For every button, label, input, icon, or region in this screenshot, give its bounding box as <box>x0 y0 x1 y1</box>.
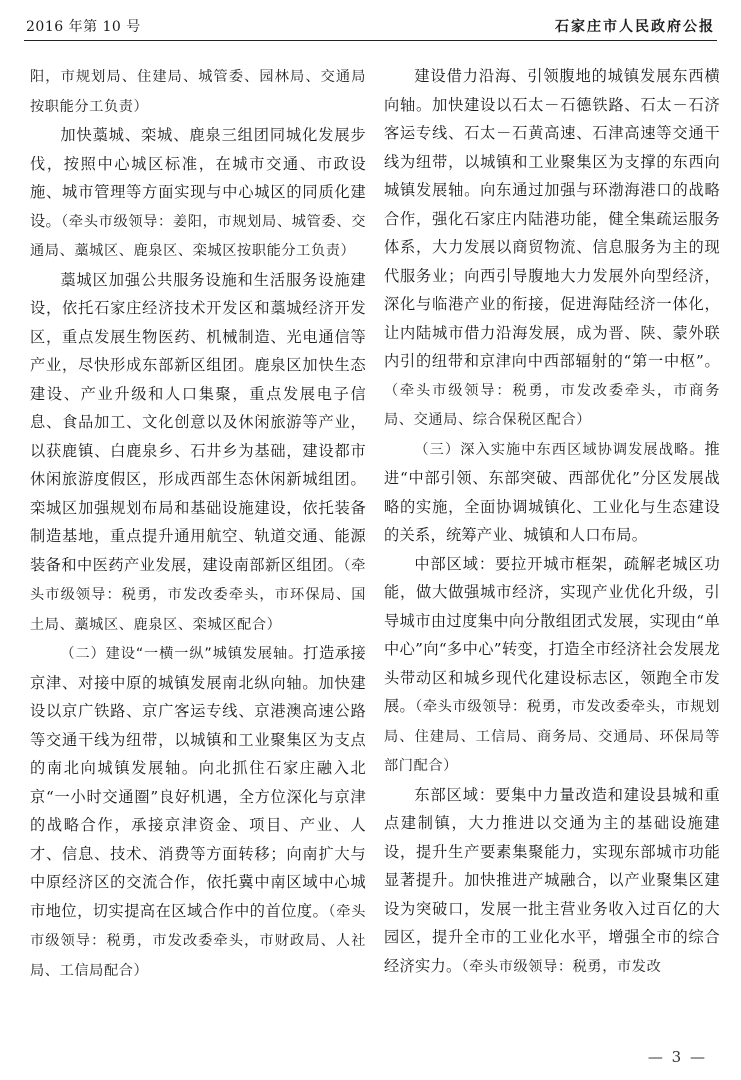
body-text: 打造承接京津、对接中原的城镇发展南北纵向轴。加快建设以京广铁路、京广客运专线、京港澳高速公路等交通干线为纽带，以城镇和工业聚集区为支点的南北向城镇发展轴。向北抓住石家庄融入北京“一小时交通圈”良好机遇，全方位深化与京津的战略合作，承接京津资金、项目、产业、人才、信息、技术、消费等方面转移；向南扩大与中原经济区的交流合作，依托冀中南区域中心城市地位，切实提高在区域合作中的首位度。 <box>30 644 366 920</box>
lead-official-note: （牵头市级领导：税勇，市发改委牵头，市环保局、国土局、藁城区、鹿泉区、栾城区配合） <box>30 557 366 633</box>
page-header <box>24 16 717 41</box>
body-text: 东部区域：要集中力量改造和建设县城和重点建制镇，大力推进以交通为主的基础设施建设，提升生产要素集聚能力，实现东部城市功能显著提升。加快推进产城融合，以产业聚集区建设为突破口，发展一批主营业务收入过百亿的大园区，提升全市的工业化水平，增强全市的综合经济实力。 <box>384 785 720 975</box>
body-text: 中部区域：要拉开城市框架，疏解老城区功能，做大做强城市经济，实现产业优化升级，引导城市由过度集中向分散组团式发展，实现由“单中心”向“多中心”转变，打造全市经济社会发展龙头带动区和城乡现代化建设标志区，领跑全市发展。 <box>384 554 720 715</box>
paragraph <box>30 121 366 266</box>
paragraph <box>30 639 366 985</box>
body-text: 加快藁城、栾城、鹿泉三组团同城化发展步伐，按照中心城区标准，在城市交通、市政设施、城市管理等方面实现与中心城区的同质化建设。 <box>30 126 366 230</box>
journal-title: 石家庄市人民政府公报 <box>555 19 715 35</box>
right-column <box>384 62 720 981</box>
section-heading: （二）建设“一横一纵”城镇发展轴。 <box>60 646 304 662</box>
page-number: — 3 — <box>647 1048 707 1066</box>
body-text: 藁城区加强公共服务设施和生活服务设施建设，依托石家庄经济技术开发区和藁城经济开发区，重点发展生物医药、机械制造、光电通信等产业，尽快形成东部新区组团。鹿泉区加快生态建设、产业升级和人口集聚，重点发展电子信息、食品加工、文化创意以及休闲旅游等产业，以获鹿镇、白鹿泉乡、石井乡为基础，建设都市休闲旅游度假区，形成西部生态休闲新城组团。栾城区加强规划布局和基础设施建设，依托装备制造基地，重点提升通用航空、轨道交通、能源装备和中医药产业发展，建设南部新区组团。 <box>30 270 366 574</box>
paragraph <box>384 781 720 982</box>
paragraph <box>384 435 720 550</box>
left-column <box>30 62 366 985</box>
issue-number: 2016 年第 10 号 <box>26 19 141 35</box>
lead-official-note: （牵头市级领导：税勇，市发改委牵头，市财政局、人社局、工信局配合） <box>30 903 367 979</box>
paragraph <box>30 62 366 121</box>
lead-official-note: 阳，市规划局、住建局、城管委、园林局、交通局按职能分工负责） <box>30 69 366 115</box>
lead-official-note: （牵头市级领导：税勇，市发改委牵头，市规划局、住建局、工信局、商务局、交通局、环保局等部门配合） <box>384 699 720 774</box>
body-text: 推进“中部引领、东部突破、西部优化”分区发展战略的实施，全面协调城镇化、工业化与生态建设的关系，统筹产业、城镇和人口布局。 <box>384 439 720 544</box>
lead-official-note: （牵头市级领导：税勇，市发改委牵头，市商务局、交通局、综合保税区配合） <box>384 382 720 428</box>
section-heading: （三）深入实施中东西区域协调发展战略。 <box>414 441 705 458</box>
paragraph <box>30 266 366 640</box>
lead-official-note: （牵头市级领导：税勇，市发改 <box>461 958 662 975</box>
paragraph <box>384 550 720 781</box>
paragraph <box>384 62 720 435</box>
lead-official-note: （牵头市级领导：姜阳，市规划局、城管委、交通局、藁城区、鹿泉区、栾城区按职能分工负责） <box>30 213 366 259</box>
body-text: 建设借力沿海、引领腹地的城镇发展东西横向轴。加快建设以石太－石德铁路、石太－石济客运专线、石太－石黄高速、石津高速等交通干线为纽带，以城镇和工业聚集区为支撑的东西向城镇发展轴。向东通过加强与环渤海港口的战略合作，强化石家庄内陆港功能，健全集疏运服务体系，大力发展以商贸物流、信息服务为主的现代服务业；向西引导腹地大力发展外向型经济，深化与临港产业的衔接，促进海陆经济一体化，让内陆城市借力沿海发展，成为晋、陕、蒙外联内引的纽带和京津向中西部辐射的“第一中枢”。 <box>384 67 720 370</box>
